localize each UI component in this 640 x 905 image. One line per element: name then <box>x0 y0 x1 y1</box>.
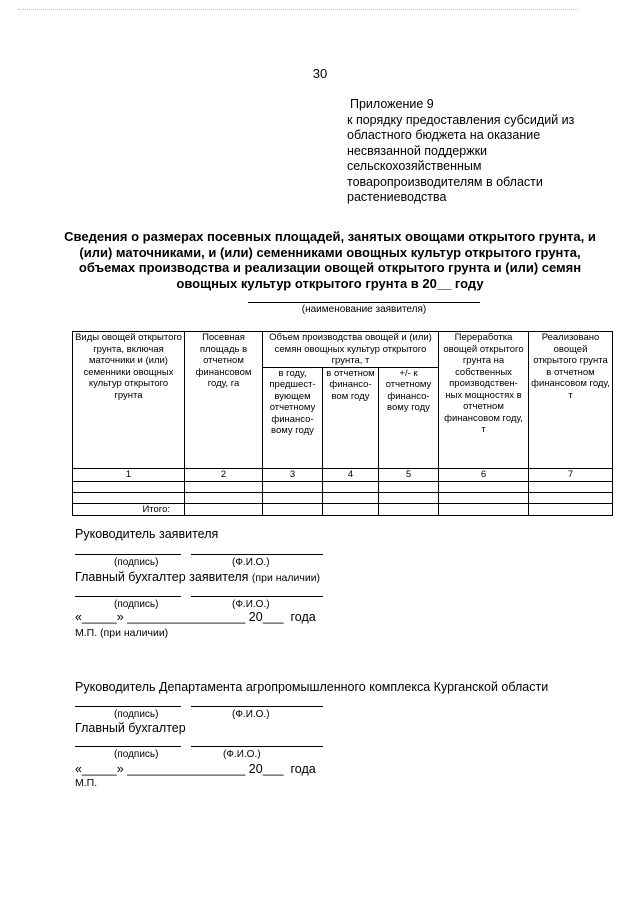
stamp-place-note: М.П. (при наличии) <box>75 627 169 639</box>
table-row <box>73 492 613 503</box>
data-table <box>72 331 613 516</box>
scan-artifact-line <box>18 9 578 10</box>
appendix-line: несвязанной поддержки <box>347 143 488 158</box>
col-number: 5 <box>379 468 439 481</box>
total-row <box>73 503 613 516</box>
if-any-note: (при наличии) <box>251 572 321 584</box>
appendix-title: Приложение 9 <box>350 97 434 111</box>
header-col4: в отчетном финансо-вом году <box>323 367 379 468</box>
table-row <box>73 481 613 492</box>
table-cell[interactable] <box>529 492 613 503</box>
title-line: овощных культур открытого грунта в 20__ году <box>176 275 484 291</box>
signature-caption: (подпись) <box>114 599 159 610</box>
fio-caption: (Ф.И.О.) <box>232 557 270 568</box>
signature-line[interactable] <box>75 596 181 597</box>
table-cell[interactable] <box>379 503 439 516</box>
col-number: 6 <box>439 468 529 481</box>
table-cell[interactable] <box>263 481 323 492</box>
table-cell[interactable] <box>185 492 263 503</box>
table-cell[interactable] <box>185 503 263 516</box>
title-line: (или) маточниками, и (или) семенниками овощных культур открытого грунта, <box>79 244 581 260</box>
signature-caption: (подпись) <box>114 557 159 568</box>
signature-line[interactable] <box>75 706 181 707</box>
appendix-line: областного бюджета на оказание <box>347 128 541 142</box>
header-col2: Посевная площадь в отчетном финансовом году, га <box>185 332 263 469</box>
date-line[interactable]: «_____» _________________ 20___ года <box>75 610 316 624</box>
signature-caption: (подпись) <box>114 709 159 720</box>
appendix-line: сельскохозяйственным <box>347 159 482 173</box>
document-title <box>60 229 600 291</box>
table-cell[interactable] <box>529 481 613 492</box>
fio-line[interactable] <box>191 746 323 747</box>
head-applicant-label: Руководитель заявителя <box>75 527 219 541</box>
fio-line[interactable] <box>191 554 323 555</box>
header-col7: Реализовано овощей открытого грунта в отчетном финансовом году, т <box>529 332 613 469</box>
page-number: 30 <box>312 66 328 81</box>
col-number: 4 <box>323 468 379 481</box>
table-cell[interactable] <box>323 503 379 516</box>
header-col5: +/- к отчетному финансо-вому году <box>379 367 439 468</box>
table-cell[interactable] <box>263 503 323 516</box>
date-line[interactable]: «_____» _________________ 20___ года <box>75 762 316 776</box>
applicant-name-caption: (наименование заявителя) <box>301 304 427 315</box>
applicant-name-line[interactable] <box>248 302 480 303</box>
signature-caption: (подпись) <box>114 749 159 760</box>
fio-caption: (Ф.И.О.) <box>223 749 261 760</box>
table-cell[interactable] <box>323 481 379 492</box>
table-cell[interactable] <box>439 503 529 516</box>
table-cell[interactable] <box>73 481 185 492</box>
col-number: 3 <box>263 468 323 481</box>
appendix-line: к порядку предоставления субсидий из <box>347 112 575 127</box>
signature-line[interactable] <box>75 746 181 747</box>
fio-caption: (Ф.И.О.) <box>232 709 270 720</box>
fio-line[interactable] <box>191 706 323 707</box>
stamp-place-note: М.П. <box>75 777 98 789</box>
table-cell[interactable] <box>73 492 185 503</box>
appendix-line: растениеводства <box>347 190 447 204</box>
col-number: 7 <box>529 468 613 481</box>
header-col1: Виды овощей открытого грунта, включая маточники и (или) семенники овощных культур открытого грунта <box>73 332 185 469</box>
fio-line[interactable] <box>191 596 323 597</box>
header-group-production: Объем производства овощей и (или) семян овощных культур открытого грунта, т <box>263 332 439 368</box>
header-col6: Переработка овощей открытого грунта на собственных производствен-ных мощностях в отчетном финансовом году, т <box>439 332 529 469</box>
table-cell[interactable] <box>323 492 379 503</box>
table-cell[interactable] <box>379 492 439 503</box>
title-line: объемах производства и реализации овощей открытого грунта и (или) семян <box>78 260 582 275</box>
table-cell[interactable] <box>439 481 529 492</box>
title-line: Сведения о размерах посевных площадей, занятых овощами открытого грунта, и <box>64 229 596 244</box>
signature-line[interactable] <box>75 554 181 555</box>
table-cell[interactable] <box>439 492 529 503</box>
total-label: Итого: <box>73 503 185 516</box>
table-cell[interactable] <box>263 492 323 503</box>
header-col3: в году, предшест-вующем отчетному финансо-вому году <box>263 367 323 468</box>
fio-caption: (Ф.И.О.) <box>232 599 270 610</box>
col-number: 2 <box>185 468 263 481</box>
head-department-label: Руководитель Департамента агропромышленного комплекса Курганской области <box>75 680 549 694</box>
chief-accountant-applicant-label: Главный бухгалтер заявителя (при наличии) <box>75 570 321 584</box>
col-number: 1 <box>73 468 185 481</box>
appendix-block <box>347 97 574 206</box>
table-cell[interactable] <box>529 503 613 516</box>
appendix-line: товаропроизводителям в области <box>347 174 543 189</box>
table-cell[interactable] <box>379 481 439 492</box>
chief-accountant-label: Главный бухгалтер <box>75 721 186 735</box>
table-cell[interactable] <box>185 481 263 492</box>
